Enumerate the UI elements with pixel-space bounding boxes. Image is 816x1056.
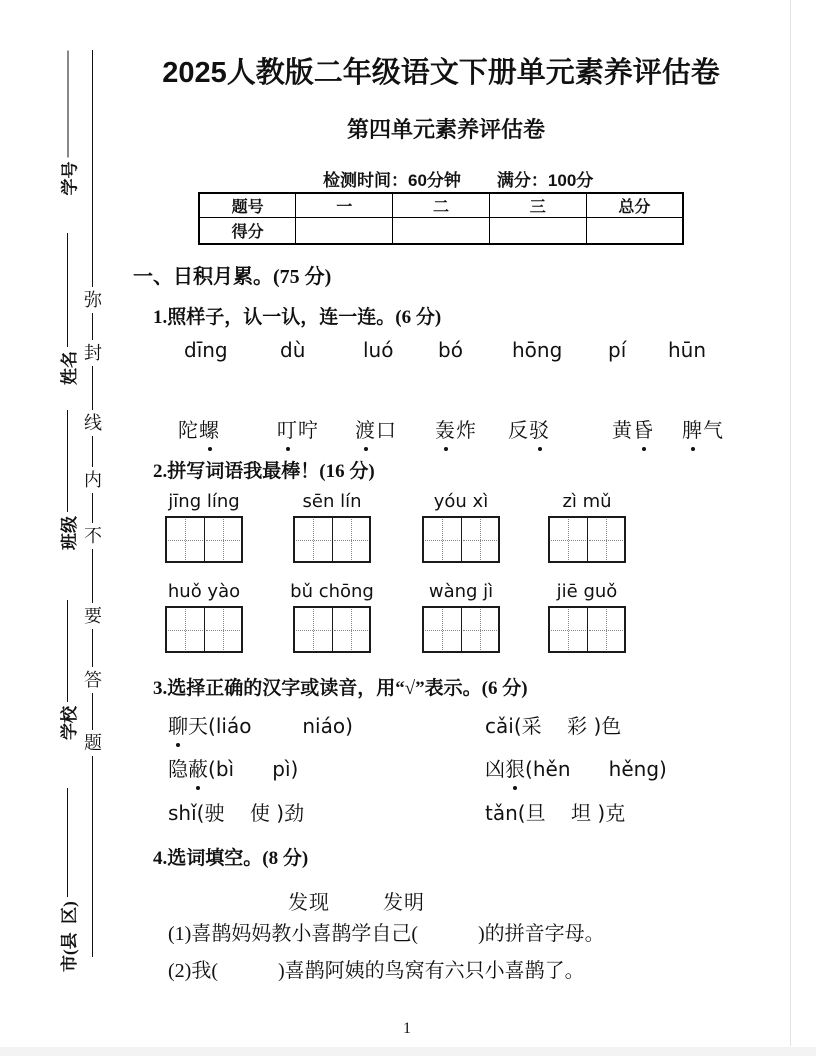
seal-field-label: 姓名 bbox=[59, 351, 79, 385]
character: p bbox=[272, 757, 285, 781]
character: ě bbox=[545, 757, 558, 781]
fill-blank-sentence: (1)喜鹊妈妈教小喜鹊学自己( )的拼音字母。 bbox=[168, 923, 605, 945]
grid-pinyin-label: bǔ chōng bbox=[290, 581, 374, 602]
character: ( bbox=[517, 801, 526, 825]
character: á bbox=[320, 714, 333, 738]
score-table-header-cell: 二 bbox=[393, 193, 490, 218]
grid-pinyin-label: huǒ yào bbox=[167, 581, 241, 602]
seal-field bbox=[54, 788, 80, 972]
q1-word-item bbox=[178, 414, 220, 443]
character: ) bbox=[659, 757, 667, 781]
writing-grid-cell bbox=[424, 518, 461, 561]
seal-field bbox=[54, 233, 80, 385]
character: i bbox=[508, 714, 514, 738]
writing-grid-cell bbox=[461, 518, 499, 561]
seal-line-char: 弥 bbox=[83, 287, 103, 313]
character: 旦 bbox=[525, 801, 546, 825]
score-blank-cell bbox=[296, 218, 393, 244]
character: á bbox=[226, 714, 240, 738]
q1-word-item bbox=[355, 414, 397, 443]
page-number: 1 bbox=[403, 1020, 411, 1037]
character: h bbox=[532, 757, 546, 781]
seal-field-blank-line bbox=[67, 410, 68, 512]
q3-choice-item bbox=[168, 797, 304, 826]
character: 凶 bbox=[485, 757, 505, 781]
q3-choice-item bbox=[485, 753, 667, 782]
main-content bbox=[133, 0, 770, 1056]
dotted-character: 叮 bbox=[277, 414, 298, 443]
character: b bbox=[215, 757, 229, 781]
q3-choice-item bbox=[485, 797, 625, 826]
writing-grid bbox=[165, 516, 243, 563]
character: ě bbox=[621, 757, 634, 781]
dotted-character: 聊 bbox=[168, 710, 188, 739]
character: ( bbox=[525, 757, 533, 781]
character: ( bbox=[196, 801, 205, 825]
seal-rule-line bbox=[92, 50, 93, 957]
seal-field-blank-line bbox=[67, 50, 68, 157]
seal-line-char: 要 bbox=[83, 603, 103, 629]
character: 彩 bbox=[567, 714, 588, 738]
dotted-character: 昏 bbox=[633, 414, 654, 443]
character: ) bbox=[593, 714, 602, 738]
character: ( bbox=[513, 714, 522, 738]
q1-pinyin-item: luó bbox=[363, 338, 394, 362]
seal-field-label: 市(县 区) bbox=[59, 901, 79, 972]
writing-grid-cell bbox=[295, 518, 332, 561]
character: 坦 bbox=[571, 801, 592, 825]
writing-grid bbox=[165, 606, 243, 653]
character: i bbox=[315, 714, 321, 738]
page-title: 2025人教版二年级语文下册单元素养评估卷 bbox=[162, 57, 720, 89]
score-table bbox=[198, 192, 684, 245]
q3-title: 3.选择正确的汉字或读音，用“√”表示。(6 分) bbox=[153, 678, 528, 699]
writing-grid-cell bbox=[587, 608, 625, 651]
writing-grid-cell bbox=[424, 608, 461, 651]
seal-field bbox=[54, 50, 80, 195]
score-table-header-cell: 题号 bbox=[199, 193, 296, 218]
grid-pinyin-label: jiē guǒ bbox=[556, 581, 618, 602]
writing-grid bbox=[422, 606, 500, 653]
seal-line-char: 题 bbox=[83, 730, 103, 756]
character: 气 bbox=[703, 420, 724, 442]
character: 天 bbox=[188, 714, 208, 738]
character: ) bbox=[597, 801, 606, 825]
character: 咛 bbox=[298, 420, 319, 442]
character: l bbox=[215, 714, 222, 738]
character: ( bbox=[208, 714, 216, 738]
character: 隐 bbox=[168, 757, 188, 781]
seal-field-blank-line bbox=[67, 600, 68, 702]
dotted-character: 螺 bbox=[199, 414, 220, 443]
writing-grid-cell bbox=[204, 608, 242, 651]
q1-word-item bbox=[612, 414, 654, 443]
q1-pinyin-item: bó bbox=[438, 338, 463, 362]
character: ) bbox=[290, 757, 299, 781]
seal-field bbox=[54, 410, 80, 550]
exam-info-line bbox=[323, 166, 593, 191]
grid-pinyin-label: wàng jì bbox=[428, 581, 494, 602]
seal-field-label: 班级 bbox=[59, 516, 79, 550]
character: 口 bbox=[376, 420, 397, 442]
character: 劲 bbox=[284, 801, 305, 825]
unit-subtitle: 第四单元素养评估卷 bbox=[346, 117, 545, 142]
q1-pinyin-item: dù bbox=[280, 338, 306, 362]
seal-field-blank-line bbox=[67, 788, 68, 897]
seal-line-char: 封 bbox=[83, 340, 103, 366]
q1-word-item bbox=[682, 414, 724, 443]
q1-pinyin-item: dīng bbox=[184, 338, 228, 362]
character: n bbox=[557, 757, 571, 781]
seal-field-label: 学校 bbox=[59, 706, 79, 740]
q4-word-option: 发现 bbox=[288, 892, 330, 914]
q1-pinyin-item: hūn bbox=[668, 338, 707, 362]
q3-choice-item bbox=[168, 710, 353, 739]
dotted-character: 轰 bbox=[435, 414, 456, 443]
character: 克 bbox=[605, 801, 626, 825]
grid-pinyin-label: zì mǔ bbox=[562, 491, 612, 512]
character: 驶 bbox=[204, 801, 225, 825]
character: 使 bbox=[249, 801, 270, 825]
seal-line-char: 线 bbox=[83, 410, 103, 436]
dotted-character: 脾 bbox=[682, 414, 703, 443]
writing-grid bbox=[293, 606, 371, 653]
dotted-character: 蔽 bbox=[188, 753, 208, 782]
score-blank-cell bbox=[586, 218, 683, 244]
seal-line-char: 内 bbox=[83, 467, 103, 493]
character: h bbox=[608, 757, 622, 781]
q1-word-item bbox=[435, 414, 477, 443]
dotted-character: 狠 bbox=[505, 753, 525, 782]
q4-word-option: 发明 bbox=[383, 892, 425, 914]
writing-grid-cell bbox=[461, 608, 499, 651]
exam-time-label: 检测时间：60分钟 bbox=[323, 171, 461, 190]
score-blank-cell bbox=[489, 218, 586, 244]
writing-grid-cell bbox=[204, 518, 242, 561]
character: s bbox=[168, 801, 179, 825]
q1-pinyin-item: pí bbox=[608, 338, 627, 362]
part1-heading: 一、日积月累。(75 分) bbox=[133, 266, 332, 288]
character: n bbox=[505, 801, 518, 825]
character: 采 bbox=[521, 714, 542, 738]
character: ǎ bbox=[496, 714, 509, 738]
character: ) bbox=[345, 714, 353, 738]
writing-grid bbox=[293, 516, 371, 563]
character: c bbox=[485, 714, 496, 738]
character: ) bbox=[276, 801, 285, 825]
grid-pinyin-label: yóu xì bbox=[433, 491, 489, 512]
score-table-header-cell: 总分 bbox=[586, 193, 683, 218]
score-blank-cell bbox=[393, 218, 490, 244]
scan-edge-line bbox=[790, 0, 791, 1046]
q4-title: 4.选词填空。(8 分) bbox=[153, 848, 309, 869]
q1-word-item bbox=[508, 414, 550, 443]
seal-line-char: 答 bbox=[83, 667, 103, 693]
character: n bbox=[633, 757, 647, 781]
seal-field-blank-line bbox=[67, 233, 68, 347]
writing-grid-cell bbox=[332, 608, 370, 651]
character: ǐ bbox=[191, 801, 197, 825]
seal-field-label: 学号 bbox=[59, 161, 79, 195]
character: 反 bbox=[508, 420, 529, 442]
character: o bbox=[239, 714, 252, 738]
character: ( bbox=[208, 757, 216, 781]
character: 陀 bbox=[178, 420, 199, 442]
character: i bbox=[221, 714, 227, 738]
writing-grid-cell bbox=[167, 608, 204, 651]
character: t bbox=[485, 801, 493, 825]
writing-grid bbox=[548, 606, 626, 653]
dotted-character: 渡 bbox=[355, 414, 376, 443]
q2-title: 2.拼写词语我最棒！(16 分) bbox=[153, 461, 375, 482]
writing-grid-cell bbox=[550, 608, 587, 651]
grid-pinyin-label: jīng líng bbox=[168, 491, 240, 512]
character: ì bbox=[284, 757, 291, 781]
q3-choice-item bbox=[168, 753, 298, 782]
writing-grid-cell bbox=[167, 518, 204, 561]
character: ǎ bbox=[492, 801, 506, 825]
character: h bbox=[178, 801, 192, 825]
dotted-character: 驳 bbox=[529, 414, 550, 443]
writing-grid-cell bbox=[550, 518, 587, 561]
score-table-header-cell: 三 bbox=[489, 193, 586, 218]
writing-grid-cell bbox=[332, 518, 370, 561]
seal-field bbox=[54, 600, 80, 740]
writing-grid bbox=[548, 516, 626, 563]
writing-grid-cell bbox=[587, 518, 625, 561]
grid-pinyin-label: sēn lín bbox=[302, 491, 362, 512]
q1-title: 1.照样子，认一认，连一连。(6 分) bbox=[153, 307, 442, 328]
character: 色 bbox=[601, 714, 622, 738]
q3-choice-item bbox=[485, 710, 621, 739]
character: 炸 bbox=[456, 420, 477, 442]
character: g bbox=[646, 757, 660, 781]
seal-line-char: 不 bbox=[83, 523, 103, 549]
exam-full-score-label: 满分：100分 bbox=[496, 171, 594, 190]
score-row-label: 得分 bbox=[199, 218, 296, 244]
score-table-header-cell: 一 bbox=[296, 193, 393, 218]
q1-word-item bbox=[277, 414, 319, 443]
q1-pinyin-item: hōng bbox=[512, 338, 563, 362]
character: n bbox=[302, 714, 316, 738]
writing-grid-cell bbox=[295, 608, 332, 651]
writing-grid bbox=[422, 516, 500, 563]
character: ì bbox=[228, 757, 235, 781]
character: 黄 bbox=[612, 420, 633, 442]
fill-blank-sentence: (2)我( )喜鹊阿姨的鸟窝有六只小喜鹊了。 bbox=[168, 960, 585, 982]
character: o bbox=[332, 714, 346, 738]
